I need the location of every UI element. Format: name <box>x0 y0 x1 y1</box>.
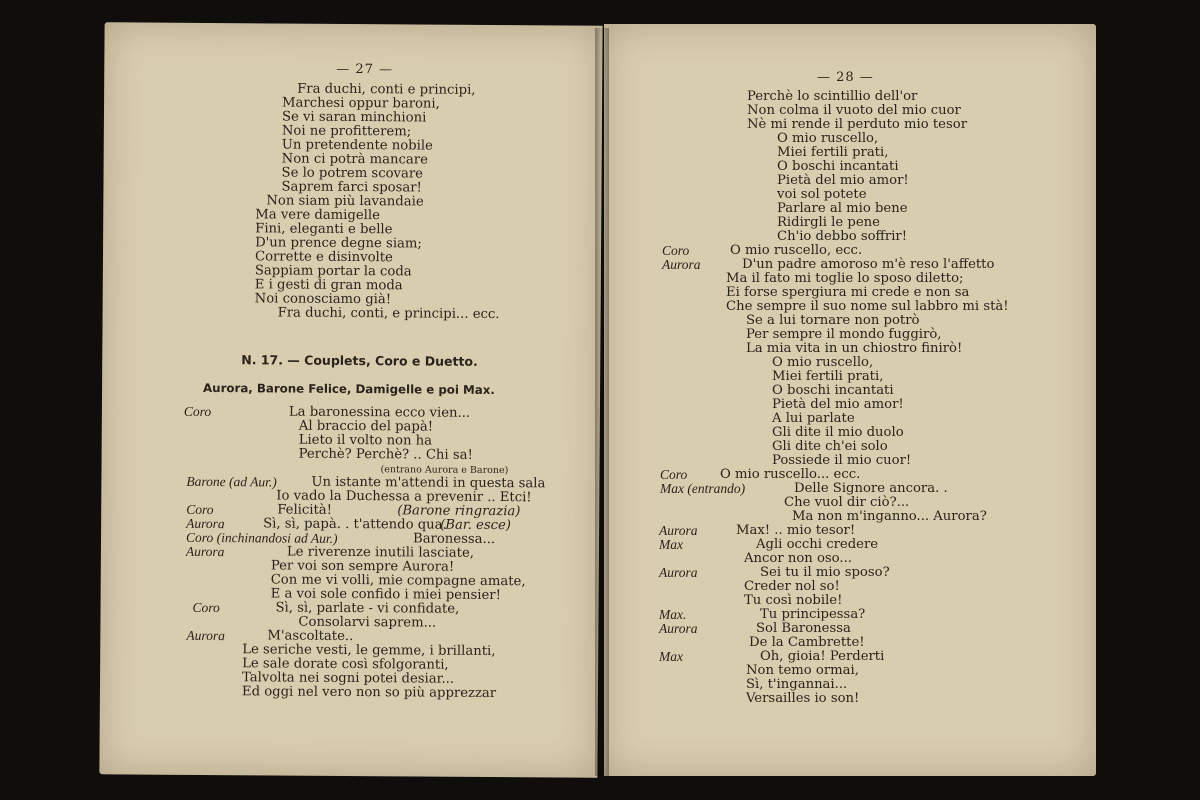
verse-line: O mio ruscello, ecc. <box>730 243 863 258</box>
verse-line: Se a lui tornare non potrò <box>746 313 920 328</box>
verse-line: Max! .. mio tesor! <box>736 523 856 538</box>
verse-line: Noi conosciamo già! <box>254 291 392 308</box>
verse-line: D'un padre amoroso m'è reso l'affetto <box>742 257 995 272</box>
verse-line: Non siam più lavandaie <box>266 193 424 210</box>
dialogue-line: Al braccio del papà! <box>298 418 434 435</box>
verse-line: Gli dite ch'ei solo <box>772 439 888 454</box>
verse-line: Saprem farci sposar! <box>281 179 422 196</box>
dialogue-line: E a voi sole confido i miei pensier! <box>270 586 501 604</box>
speaker-label: Aurora <box>186 515 225 532</box>
verse-line: Fra duchi, conti e principi, <box>297 81 476 98</box>
right-page <box>604 24 1096 776</box>
dialogue-line: Ed oggi nel vero non so più apprezzar <box>241 684 497 702</box>
verse-line: D'un prence degne siam; <box>255 235 422 252</box>
speaker-label: Aurora <box>659 565 698 580</box>
verse-line: Ma il fato mi toglie lo sposo diletto; <box>726 271 964 286</box>
verse-line: Ei forse spergiura mi crede e non sa <box>726 285 970 300</box>
verse-line: Che vuol dir ciò?... <box>784 495 910 510</box>
verse-line: Fra duchi, conti, e principi... ecc. <box>277 305 500 323</box>
dialogue-line: La baronessina ecco vien... <box>288 404 471 421</box>
verse-line: O boschi incantati <box>772 383 894 398</box>
verse-line: Creder nol so! <box>744 579 840 594</box>
page-number: — 28 — <box>817 70 874 85</box>
speaker-label: Barone (ad Aur.) <box>186 473 277 490</box>
verse-line: Corrette e disinvolte <box>254 249 393 266</box>
speaker-label: Coro <box>662 243 690 258</box>
dialogue-line: Consolarvi saprem... <box>298 614 437 631</box>
speaker-label: Aurora <box>185 543 225 560</box>
verse-line: Sappiam portar la coda <box>254 263 412 280</box>
verse-line: Marchesi oppur baroni, <box>282 95 440 112</box>
verse-line: Ancor non oso... <box>744 551 852 566</box>
verse-line: Agli occhi credere <box>756 537 879 552</box>
speaker-label: Max (entrando) <box>660 481 746 496</box>
verse-line: Tu così nobile! <box>744 593 843 608</box>
verse-line: E i gesti di gran moda <box>254 277 403 294</box>
book-gutter <box>595 28 609 776</box>
verse-line: Per sempre il mondo fuggirò, <box>746 327 942 342</box>
character-list: Aurora, Barone Felice, Damigelle e poi Max. <box>203 380 495 398</box>
verse-line: Se vi saran minchioni <box>281 109 427 126</box>
verse-line: Parlare al mio bene <box>777 201 908 216</box>
dialogue-line: Felicità! <box>277 502 333 518</box>
verse-line: Delle Signore ancora. . <box>794 481 948 496</box>
verse-line: Gli dite il mio duolo <box>772 425 904 440</box>
speaker-label: Coro (inchinandosi ad Aur.) <box>185 529 338 546</box>
dialogue-line: Io vado la Duchessa a prevenir .. Etci! <box>276 488 532 506</box>
verse-line: O mio ruscello, <box>777 131 879 146</box>
verse-line: O mio ruscello... ecc. <box>720 467 861 482</box>
verse-line: Miei fertili prati, <box>772 369 884 384</box>
speaker-label: Coro <box>660 467 688 482</box>
dialogue-line: Le sale dorate così sfolgoranti, <box>242 656 449 673</box>
verse-line: Sol Baronessa <box>756 621 851 636</box>
verse-line: Fini, eleganti e belle <box>255 221 393 238</box>
verse-line: Perchè lo scintillio dell'or <box>747 89 918 104</box>
verse-line: Ma non m'inganno... Aurora? <box>792 509 987 524</box>
verse-line: Versailles io son! <box>746 691 860 706</box>
verse-line: Ch'io debbo soffrir! <box>777 229 908 244</box>
speaker-label: Max. <box>659 607 687 622</box>
verse-line: Possiede il mio cuor! <box>772 453 912 468</box>
dialogue-line: Baronessa... <box>412 531 496 548</box>
verse-line: A lui parlate <box>772 411 855 426</box>
section-title: N. 17. — Couplets, Coro e Duetto. <box>241 352 478 369</box>
verse-line: De la Cambrette! <box>749 635 865 650</box>
dialogue-line: Con me vi volli, mie compagne amate, <box>270 572 526 590</box>
speaker-label: Coro <box>192 599 220 616</box>
verse-line: Sì, t'ingannai... <box>746 677 848 692</box>
verse-line: Pietà del mio amor! <box>772 397 904 412</box>
speaker-label: Aurora <box>186 627 225 644</box>
speaker-label: Coro <box>186 501 214 518</box>
verse-line: Un pretendente nobile <box>281 137 433 154</box>
verse-line: Oh, gioia! Perderti <box>760 649 885 664</box>
verse-line: Se lo potrem scovare <box>281 165 424 182</box>
verse-line: Non ci potrà mancare <box>281 151 428 168</box>
verse-line: Sei tu il mio sposo? <box>760 565 890 580</box>
verse-line: Miei fertili prati, <box>777 145 889 160</box>
dialogue-line: M'ascoltate.. <box>267 628 354 645</box>
speaker-label: Coro <box>183 403 212 420</box>
left-page <box>99 22 602 777</box>
stage-direction: (Barone ringrazia) <box>397 503 521 520</box>
dialogue-line: Sì, sì, papà. . t'attendo qua. <box>263 516 447 533</box>
verse-line: Che sempre il suo nome sul labbro mi stà! <box>726 299 1009 314</box>
dialogue-line: Per voi son sempre Aurora! <box>270 558 455 575</box>
verse-line: voi sol potete <box>777 187 867 202</box>
speaker-label: Aurora <box>662 257 701 272</box>
speaker-label: Max <box>659 537 683 552</box>
stage-direction: (entrano Aurora e Barone) <box>380 464 509 477</box>
verse-line: Non colma il vuoto del mio cuor <box>747 103 961 118</box>
speaker-label: Max <box>659 649 683 664</box>
dialogue-line: Le riverenze inutili lasciate, <box>286 544 475 561</box>
verse-line: Pietà del mio amor! <box>777 173 909 188</box>
dialogue-line: Perchè? Perchè? .. Chi sa! <box>298 446 473 463</box>
verse-line: Ridirgli le pene <box>777 215 880 230</box>
stage-direction: (Bar. esce) <box>440 517 512 534</box>
verse-line: Tu principessa? <box>760 607 866 622</box>
dialogue-line: Lieto il volto non ha <box>298 432 433 449</box>
verse-line: Ma vere damigelle <box>255 207 380 224</box>
page-number: — 27 — <box>336 61 394 78</box>
dialogue-line: Talvolta nei sogni potei desiar... <box>242 670 455 687</box>
verse-line: O boschi incantati <box>777 159 899 174</box>
speaker-label: Aurora <box>659 621 698 636</box>
verse-line: Non temo ormai, <box>746 663 859 678</box>
dialogue-line: Le seriche vesti, le gemme, i brillanti, <box>242 642 496 660</box>
verse-line: O mio ruscello, <box>772 355 874 370</box>
dialogue-line: Sì, sì, parlate - vi confidate, <box>275 600 460 617</box>
verse-line: La mia vita in un chiostro finirò! <box>746 341 963 356</box>
verse-line: Nè mi rende il perduto mio tesor <box>747 117 968 132</box>
verse-line: Noi ne profitterem; <box>281 123 412 140</box>
dialogue-line: Un istante m'attendi in questa sala <box>311 474 546 492</box>
speaker-label: Aurora <box>659 523 698 538</box>
